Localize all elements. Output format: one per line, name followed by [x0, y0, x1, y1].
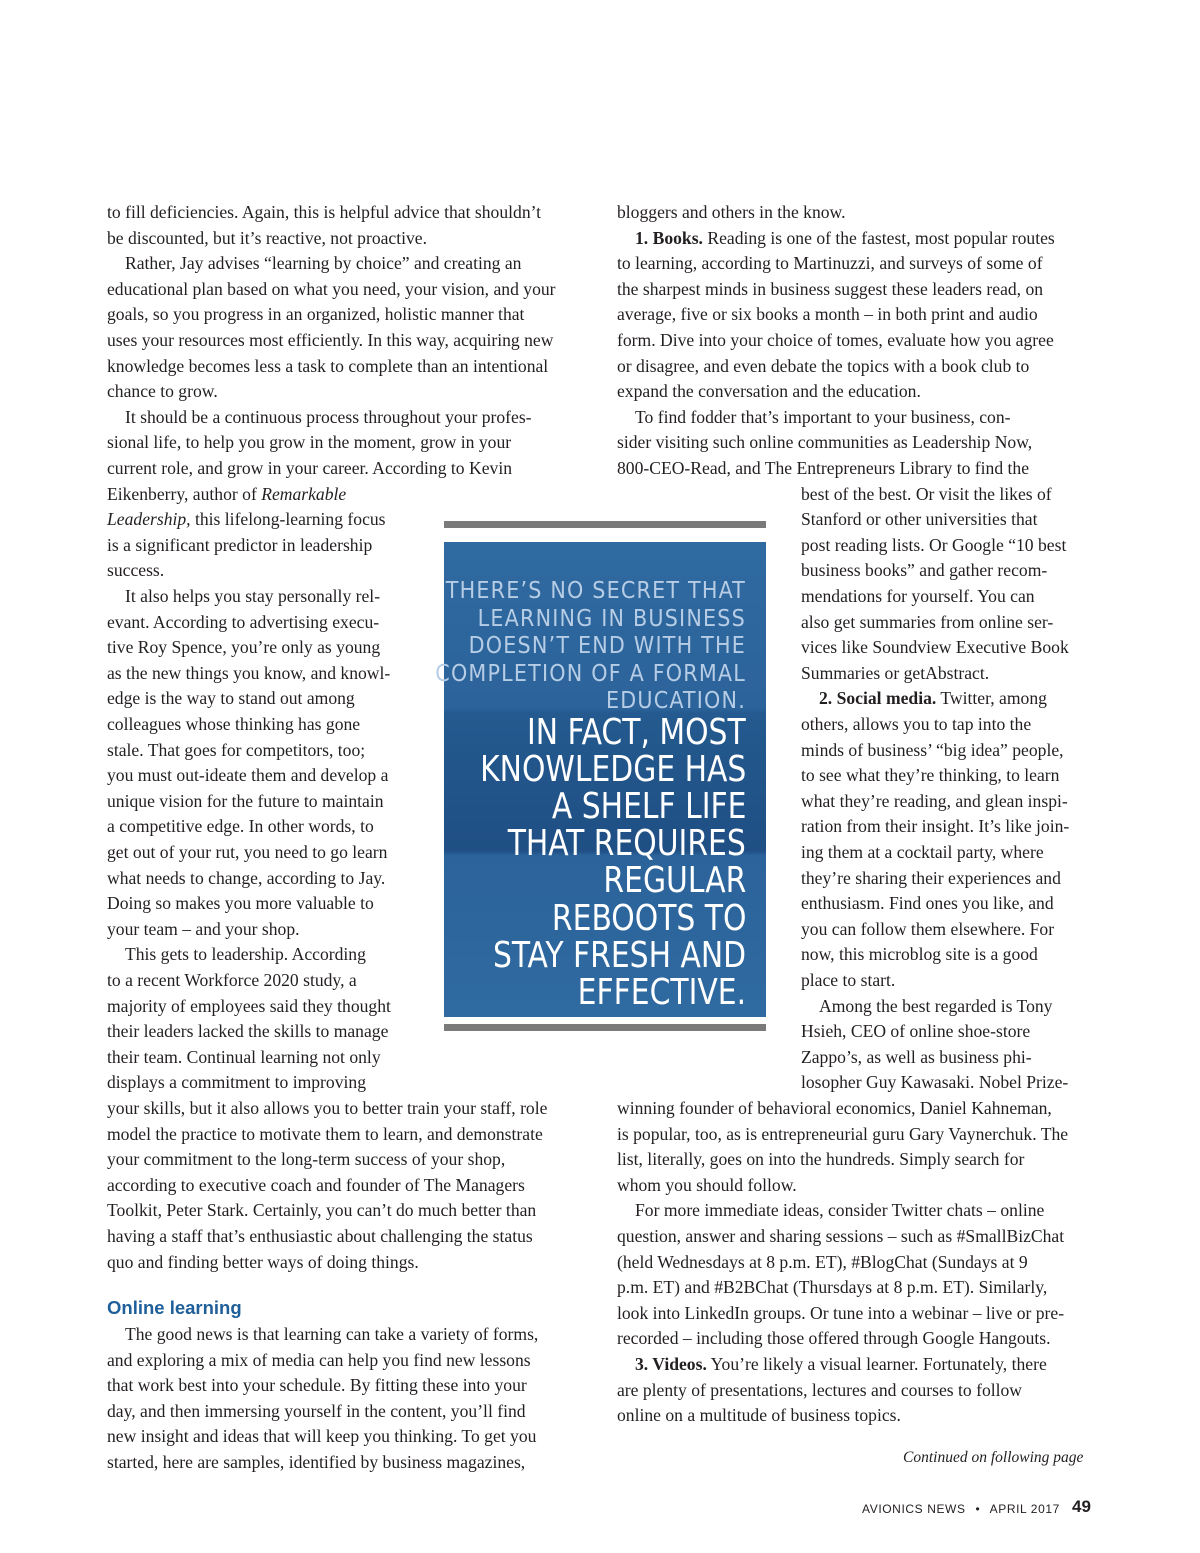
text-line [617, 200, 846, 226]
text-run: educational plan based on what you need, your vision, and your [107, 278, 556, 299]
text-line [107, 917, 300, 943]
text-run: new insight and ideas that will keep you thinking. To get you [107, 1426, 537, 1447]
text-line [617, 1122, 1068, 1148]
text-run: colleagues whose thinking has gone [107, 714, 361, 734]
text-line [801, 635, 1069, 661]
text-run: to see what they’re thinking, to learn [801, 765, 1060, 786]
text-run: Rather, Jay advises “learning by choice” and creating an [125, 253, 522, 274]
text-line [801, 661, 989, 687]
text-run: To find fodder that’s important to your business, con- [635, 406, 1011, 427]
text-run: online on a multitude of business topics. [617, 1405, 901, 1426]
text-run: the sharpest minds in business suggest these leaders read, on [617, 278, 1044, 299]
text-run: Doing so makes you more valuable to [107, 893, 374, 914]
text-line [107, 814, 374, 840]
pull-quote-main-line: STAY FRESH AND [492, 934, 746, 976]
text-line [107, 968, 357, 994]
text-line [617, 302, 1038, 328]
text-run: mendations for yourself. You can [801, 586, 1035, 606]
text-line [617, 328, 1054, 354]
text-line [801, 1045, 1032, 1071]
text-line [617, 277, 1043, 303]
text-run: displays a commitment to improving [107, 1072, 366, 1093]
pull-quote-top-rule [444, 521, 766, 528]
text-line [801, 814, 1069, 840]
text-line [801, 507, 1038, 533]
text-line [107, 1224, 533, 1250]
text-line [617, 456, 1029, 482]
text-run: question, answer and sharing sessions – such as #SmallBizChat [617, 1226, 1065, 1246]
text-run: recorded – including those offered through Google Hangouts. [617, 1328, 1051, 1349]
text-run: look into LinkedIn groups. Or tune into a webinar – live or pre- [617, 1302, 1065, 1323]
text-line [801, 942, 1038, 968]
text-line [107, 1424, 536, 1450]
text-run: goals, so you progress in an organized, holistic manner that [107, 304, 525, 325]
pull-quote-main-line: REBOOTS TO [551, 897, 746, 939]
text-run: list, literally, goes on into the hundreds. Simply search for [617, 1149, 1025, 1170]
text-run: It also helps you stay personally rel- [125, 586, 381, 606]
text-line [617, 1378, 1022, 1404]
footer-separator: • [975, 1502, 981, 1516]
text-line [107, 558, 164, 584]
footer-publication: AVIONICS NEWS [862, 1502, 966, 1516]
text-run: bloggers and others in the know. [617, 202, 846, 222]
pull-quote-intro-line: THERE’S NO SECRET THAT [445, 578, 746, 604]
text-run: also get summaries from online ser- [801, 611, 1054, 632]
text-run: Toolkit, Peter Stark. Certainly, you can’t do much better than [107, 1200, 537, 1221]
text-run: vices like Soundview Executive Book [801, 637, 1069, 658]
text-line [107, 1450, 525, 1476]
text-run: what needs to change, according to Jay. [107, 867, 386, 888]
text-line [125, 942, 366, 968]
text-line [107, 610, 379, 636]
text-run: 2. Social media. [819, 688, 937, 709]
text-run: The good news is that learning can take a variety of forms, [125, 1324, 539, 1344]
text-run: Remarkable [261, 483, 347, 504]
text-run: form. Dive into your choice of tomes, evaluate how you agree [617, 330, 1054, 350]
text-run: expand the conversation and the education. [617, 381, 921, 402]
page-footer [862, 1502, 1060, 1516]
text-line [801, 738, 1064, 764]
text-run: uses your resources most efficiently. In this way, acquiring new [107, 330, 554, 350]
text-run: success. [107, 560, 165, 581]
text-line [801, 840, 1044, 866]
text-line [617, 1403, 901, 1429]
text-line [125, 584, 380, 610]
text-run: your skills, but it also allows you to better train your staff, role [107, 1098, 548, 1118]
text-line [107, 1019, 388, 1045]
text-line [107, 1147, 505, 1173]
text-line [819, 686, 1047, 712]
text-run: their team. Continual learning not only [107, 1046, 381, 1067]
text-run: minds of business’ “big idea” people, [801, 739, 1064, 760]
text-run: model the practice to motivate them to learn, and demonstrate [107, 1123, 543, 1144]
pull-quote-main-line: KNOWLEDGE HAS [479, 749, 746, 791]
text-line [801, 610, 1053, 636]
text-run: day, and then immersing yourself in the content, you’ll find [107, 1400, 526, 1421]
text-line [107, 1173, 525, 1199]
text-run: losopher Guy Kawasaki. Nobel Prize- [801, 1072, 1069, 1093]
text-run: It should be a continuous process throughout your profes- [125, 406, 532, 427]
text-line [801, 1019, 1030, 1045]
text-run: business books” and gather recom- [801, 560, 1048, 581]
text-run: their leaders lacked the skills to manage [107, 1021, 389, 1042]
text-run: Hsieh, CEO of online shoe-store [801, 1021, 1031, 1042]
text-run: For more immediate ideas, consider Twitter chats – online [635, 1200, 1045, 1221]
text-run: current role, and grow in your career. According to Kevin [107, 458, 512, 478]
text-line [801, 482, 1052, 508]
text-line [107, 789, 384, 815]
text-line [635, 1352, 1047, 1378]
text-line [107, 994, 391, 1020]
text-run: unique vision for the future to maintain [107, 790, 384, 811]
pull-quote-main-line: THAT REQUIRES [507, 823, 746, 865]
pull-quote-main-line: IN FACT, MOST [527, 712, 746, 753]
text-line [617, 1275, 1047, 1301]
text-run: others, allows you to tap into the [801, 714, 1032, 734]
text-run: as the new things you know, and knowl- [107, 662, 391, 683]
text-run: Zappo’s, as well as business phi- [801, 1046, 1032, 1067]
text-line [107, 686, 355, 712]
text-line [801, 891, 1054, 917]
page-number: 49 [1072, 1497, 1091, 1516]
text-run: post reading lists. Or Google “10 best [801, 534, 1067, 555]
text-line [107, 430, 511, 456]
text-line [617, 430, 1032, 456]
pull-quote-box [435, 542, 766, 1017]
text-run: having a staff that’s enthusiastic about challenging the status [107, 1226, 533, 1246]
text-run: that work best into your schedule. By fitting these into your [107, 1375, 527, 1396]
text-run: p.m. ET) and #B2BChat (Thursdays at 8 p.m. ET). Similarly, [617, 1277, 1048, 1298]
text-run: ing them at a cocktail party, where [801, 842, 1044, 862]
text-line [107, 891, 374, 917]
text-run: be discounted, but it’s reactive, not proactive. [107, 227, 428, 248]
text-line [107, 1045, 381, 1071]
text-line [125, 251, 521, 277]
continued-note: Continued on following page [903, 1449, 1084, 1466]
text-run: Reading is one of the fastest, most popular routes [702, 227, 1055, 248]
text-run: edge is the way to stand out among [107, 688, 355, 709]
text-run: place to start. [801, 970, 896, 990]
text-line [801, 533, 1066, 559]
text-line [801, 763, 1059, 789]
text-line [107, 507, 386, 533]
pull-quote-main-line: REGULAR [603, 860, 746, 902]
text-line [107, 738, 365, 764]
text-line [801, 917, 1054, 943]
text-line [801, 558, 1047, 584]
pull-quote [435, 521, 766, 1031]
text-run: you can follow them elsewhere. For [801, 918, 1055, 939]
text-line [801, 584, 1035, 610]
pull-quote-intro-line: DOESN’T END WITH THE [468, 633, 746, 659]
text-line [617, 1250, 1028, 1276]
text-run: 3. Videos. [635, 1354, 707, 1374]
text-line [107, 1250, 419, 1276]
text-run: this lifelong-learning focus [190, 509, 386, 530]
text-line [107, 866, 385, 892]
text-line [801, 866, 1061, 892]
text-line [819, 994, 1052, 1020]
text-run: ration from their insight. It’s like join- [801, 816, 1070, 837]
text-run: now, this microblog site is a good [801, 944, 1038, 965]
text-run: knowledge becomes less a task to complete than an intentional [107, 355, 549, 376]
text-line [125, 405, 532, 431]
text-run: quo and finding better ways of doing things. [107, 1251, 419, 1272]
text-run: Eikenberry, author of [107, 483, 262, 504]
text-line [107, 1198, 536, 1224]
text-line [617, 354, 1029, 380]
text-line [107, 1122, 543, 1148]
text-run: majority of employees said they thought [107, 995, 391, 1016]
pull-quote-intro-line: COMPLETION OF A FORMAL [435, 660, 746, 687]
text-run: your commitment to the long-term success of your shop, [107, 1149, 506, 1170]
text-run: are plenty of presentations, lectures and courses to follow [617, 1379, 1023, 1400]
text-run: whom you should follow. [617, 1174, 797, 1195]
text-run: average, five or six books a month – in both print and audio [617, 304, 1038, 325]
text-run: evant. According to advertising execu- [107, 611, 380, 632]
text-line [801, 1070, 1068, 1096]
text-run: your team – and your shop. [107, 918, 300, 939]
text-line [635, 405, 1011, 431]
text-line [107, 840, 387, 866]
text-line [107, 1070, 366, 1096]
text-line [107, 302, 524, 328]
text-run: (held Wednesdays at 8 p.m. ET), #BlogChat (Sundays at 9 [617, 1251, 1028, 1272]
text-run: 800-CEO-Read, and The Entrepreneurs Library to find the [617, 458, 1030, 478]
subhead-online-learning: Online learning [107, 1297, 242, 1318]
text-line [107, 1348, 531, 1374]
text-line [107, 200, 541, 226]
text-run: is a significant predictor in leadership [107, 534, 373, 555]
pull-quote-bottom-rule [444, 1024, 766, 1031]
text-run: to a recent Workforce 2020 study, a [107, 970, 357, 990]
pull-quote-intro-line: EDUCATION. [605, 688, 746, 714]
text-line [107, 482, 346, 508]
text-line [617, 1326, 1051, 1352]
text-run: started, here are samples, identified by business magazines, [107, 1452, 526, 1472]
text-line [635, 1198, 1044, 1224]
text-run: get out of your rut, you need to go learn [107, 842, 388, 862]
text-line [107, 354, 548, 380]
text-line [125, 1322, 538, 1348]
text-line [107, 1373, 527, 1399]
text-run: sider visiting such online communities as Leadership Now, [617, 432, 1033, 453]
text-line [107, 661, 390, 687]
pull-quote-main-line: EFFECTIVE. [577, 971, 746, 1013]
text-run: 1. Books. [635, 227, 703, 248]
text-run: you must out-ideate them and develop a [107, 765, 389, 786]
pull-quote-main-line: A SHELF LIFE [551, 786, 746, 828]
text-line [801, 968, 895, 994]
text-run: tive Roy Spence, you’re only as young [107, 637, 381, 658]
text-line [617, 1301, 1064, 1327]
text-line [107, 379, 218, 405]
text-run: best of the best. Or visit the likes of [801, 483, 1052, 504]
text-line [107, 763, 388, 789]
footer-date: APRIL 2017 [989, 1502, 1060, 1516]
text-line [617, 251, 1043, 277]
text-line [617, 379, 921, 405]
text-line [635, 226, 1055, 252]
text-line [617, 1224, 1064, 1250]
text-run: winning founder of behavioral economics, Daniel Kahneman, [617, 1098, 1052, 1118]
text-run: Summaries or getAbstract. [801, 662, 990, 683]
text-run: This gets to leadership. According [125, 944, 366, 965]
text-run: or disagree, and even debate the topics with a book club to [617, 355, 1030, 376]
text-run: chance to grow. [107, 381, 218, 402]
text-run: and exploring a mix of media can help you find new lessons [107, 1349, 531, 1370]
text-line [617, 1147, 1024, 1173]
text-line [617, 1096, 1052, 1122]
text-line [107, 533, 372, 559]
text-line [617, 1173, 797, 1199]
text-run: they’re sharing their experiences and [801, 867, 1061, 888]
text-line [107, 635, 380, 661]
text-run: Stanford or other universities that [801, 509, 1038, 530]
text-run: to fill deficiencies. Again, this is helpful advice that shouldn’t [107, 202, 542, 222]
text-run: You’re likely a visual learner. Fortunately, there [706, 1354, 1047, 1374]
text-line [107, 1096, 547, 1122]
text-line [107, 277, 556, 303]
pull-quote-intro-line: LEARNING IN BUSINESS [477, 605, 746, 632]
text-line [107, 1399, 526, 1425]
text-line [801, 789, 1068, 815]
text-run: what they’re reading, and glean inspi- [801, 790, 1068, 811]
text-run: enthusiasm. Find ones you like, and [801, 893, 1054, 914]
text-line [107, 712, 360, 738]
text-run: sional life, to help you grow in the moment, grow in your [107, 432, 512, 453]
text-run: a competitive edge. In other words, to [107, 816, 374, 837]
text-run: is popular, too, as is entrepreneurial guru Gary Vaynerchuk. The [617, 1123, 1069, 1144]
text-line [107, 456, 512, 482]
text-line [107, 328, 553, 354]
text-run: Among the best regarded is Tony [819, 995, 1053, 1016]
text-run: stale. That goes for competitors, too; [107, 739, 366, 760]
text-run: Leadership, [107, 509, 191, 530]
text-run: Twitter, among [936, 688, 1047, 709]
text-line [801, 712, 1031, 738]
text-line [107, 226, 427, 252]
text-run: to learning, according to Martinuzzi, and surveys of some of [617, 253, 1043, 274]
text-run: according to executive coach and founder of The Managers [107, 1174, 525, 1195]
